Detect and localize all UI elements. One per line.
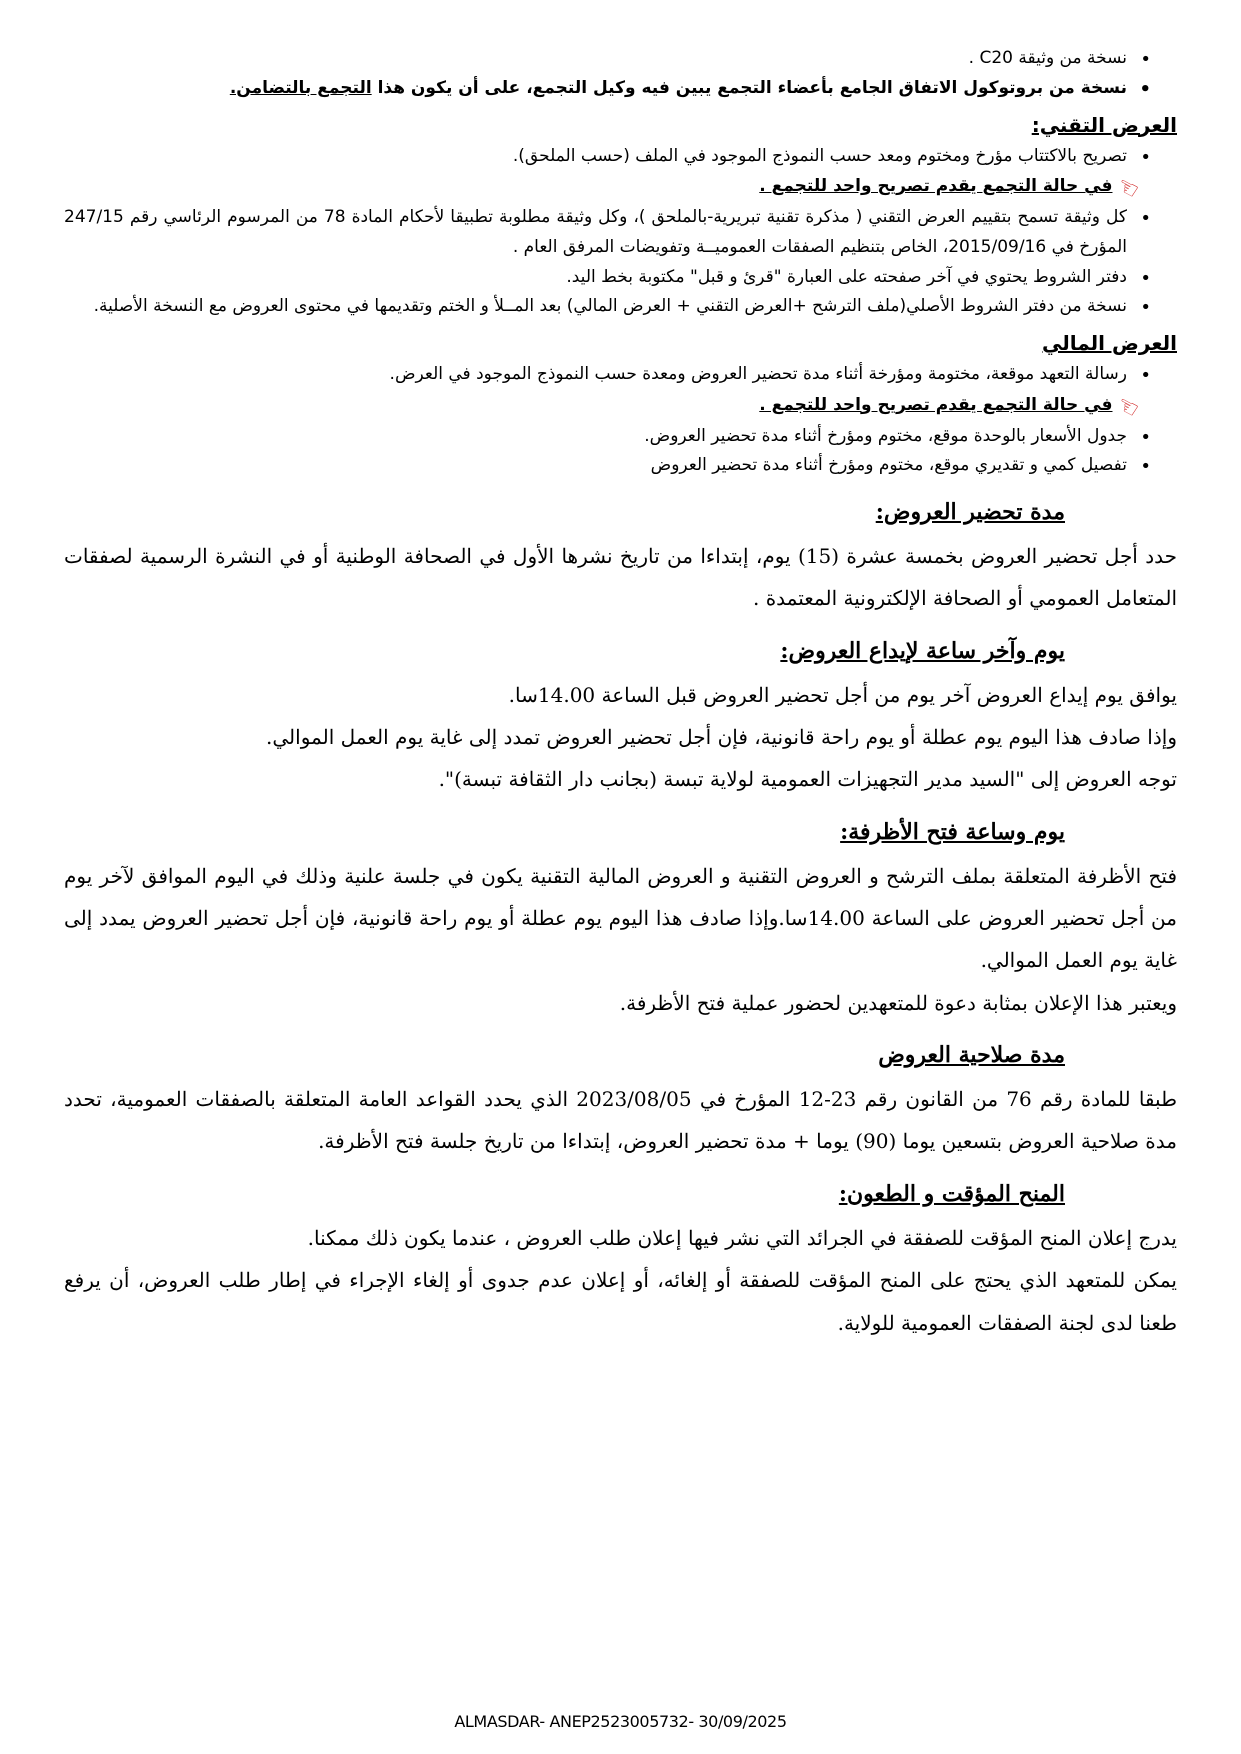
list-item-read-approved [64,263,1177,293]
section-title-preparation-period: مدة تحضير العروض: [875,499,1065,525]
paragraph-opening-day-1: فتح الأظرفة المتعلقة بملف الترشح و العروض التقنية و العروض المالية التقنية يكون في جلسة علنية وذلك في اليوم الموافق لآخر يوم من أجل تحضير العروض على الساعة 14.00سا.وإذا صادف هذا اليوم يوم عطلة أو يوم راحة قانونية، فإن أجل تحضير العروض يمدد إلى غاية يوم العمل الموالي. [64,863,1177,973]
list-item-text: نسخة من دفتر الشروط الأصلي(ملف الترشح +العرض التقني + العرض المالي) بعد المــلأ و الختم وتقديمها في محتوى العروض مع النسخة الأصلية. [93,296,1127,317]
pointing-hand-icon: ☜ [1112,389,1145,425]
group-note-technical [64,170,1177,206]
list-item-text: دفتر الشروط يحتوي في آخر صفحته على العبارة "قرئ و قبل" مكتوبة بخط اليد. [566,266,1127,287]
list-item-text: نسخة من وثيقة C20 . [968,48,1127,68]
list-item-evaluation-documents [64,203,1177,263]
list-item-subscription-declaration [64,142,1177,172]
list-item-text: نسخة من بروتوكول الاتفاق الجامع بأعضاء التجمع يبين فيه وكيل التجمع، على أن يكون هذا [371,77,1127,98]
paragraph-preparation-period: حدد أجل تحضير العروض بخمسة عشرة (15) يوم، إبتداءا من تاريخ نشرها الأول في الصحافة الوطنية أو في النشرة الرسمية لصفقات المتعامل العمومي أو الصحافة الإلكترونية المعتمدة . [64,543,1177,611]
paragraph-deposit-day-1: يوافق يوم إيداع العروض آخر يوم من أجل تحضير العروض قبل الساعة 14.00سا. [508,682,1177,707]
section-title-opening-day: يوم وساعة فتح الأظرفة: [840,818,1065,845]
technical-offer-section [64,142,1177,323]
section-title-validity-period: مدة صلاحية العروض [878,1042,1065,1069]
intro-bullet-list [64,44,1177,104]
paragraph-opening-day-2: ويعتبر هذا الإعلان بمثابة دعوة للمتعهدين لحضور عملية فتح الأظرفة. [619,990,1177,1015]
financial-offer-section [64,360,1177,481]
list-item-text: جدول الأسعار بالوحدة موقع، مختوم ومؤرخ أثناء مدة تحضير العروض. [644,425,1127,446]
group-note-financial [64,389,1177,425]
group-note-text: في حالة التجمع يقدم تصريح واحد للتجمع . [759,176,1113,197]
list-item-text: تفصيل كمي و تقديري موقع، مختوم ومؤرخ أثناء مدة تحضير العروض [650,455,1127,476]
paragraph-deposit-day-2: وإذا صادف هذا اليوم يوم عطلة أو يوم راحة قانونية، فإن أجل تحضير العروض تمدد إلى غاية يوم العمل الموالي. [266,724,1177,749]
list-item-original-specs-copy [64,292,1177,322]
list-item-protocol [64,74,1177,104]
section-title-technical-offer: العرض التقني: [1031,112,1177,137]
paragraph-provisional-award-2: يمكن للمتعهد الذي يحتج على المنح المؤقت للصفقة أو إلغائه، أو إعلان عدم جدوى أو إلغاء الإجراء في إطار طلب العروض، أن يرفع طعنا لدى لجنة الصفقات العمومية للولاية. [64,1268,1177,1335]
list-item-text: تصريح بالاكتتاب مؤرخ ومختوم ومعد حسب النموذج الموجود في الملف (حسب الملحق). [512,145,1127,166]
pointing-hand-icon: ☜ [1112,170,1145,206]
section-title-financial-offer: العرض المالي [1042,331,1177,355]
list-item-quantitative-detail [64,451,1177,481]
section-title-provisional-award: المنح المؤقت و الطعون: [838,1180,1065,1207]
section-title-deposit-day: يوم وآخر ساعة لإيداع العروض: [780,637,1065,664]
paragraph-validity-period: طبقا للمادة رقم 76 من القانون رقم 23-12 المؤرخ في 2023/08/05 الذي يحدد القواعد العامة المتعلقة بالصفقات العمومية، تحدد مدة صلاحية العروض بتسعين يوما (90) يوما + مدة تحضير العروض، إبتداءا من تاريخ جلسة فتح الأظرفة. [64,1087,1177,1154]
list-item-text: كل وثيقة تسمح بتقييم العرض التقني ( مذكرة تقنية تبريرية-بالملحق )، وكل وثيقة مطلوبة تطبيقا لأحكام المادة 78 من المرسوم الرئاسي رقم 247/15 المؤرخ في 2015/09/16، الخاص بتنظيم الصفقات العموميــة وتفويضات المرفق العام . [64,207,1127,257]
list-item-copy-c20 [64,44,1177,74]
list-item-unit-price-table [64,422,1177,452]
list-item-underlined-text: التجمع بالتضامن. [229,77,372,98]
paragraph-provisional-award-1: يدرج إعلان المنح المؤقت للصفقة في الجرائد التي نشر فيها إعلان طلب العروض ، عندما يكون ذلك ممكنا. [307,1225,1177,1250]
group-note-text: في حالة التجمع يقدم تصريح واحد للتجمع . [759,394,1113,415]
list-item-text: رسالة التعهد موقعة، مختومة ومؤرخة أثناء مدة تحضير العروض ومعدة حسب النموذج الموجود في العرض. [389,364,1127,384]
paragraph-deposit-day-3: توجه العروض إلى "السيد مدير التجهيزات العمومية لولاية تبسة (بجانب دار الثقافة تبسة)". [438,767,1177,792]
list-item-commitment-letter [64,360,1177,390]
anep-footer-reference: ALMASDAR- ANEP2523005732- 30/09/2025 [454,1712,787,1731]
